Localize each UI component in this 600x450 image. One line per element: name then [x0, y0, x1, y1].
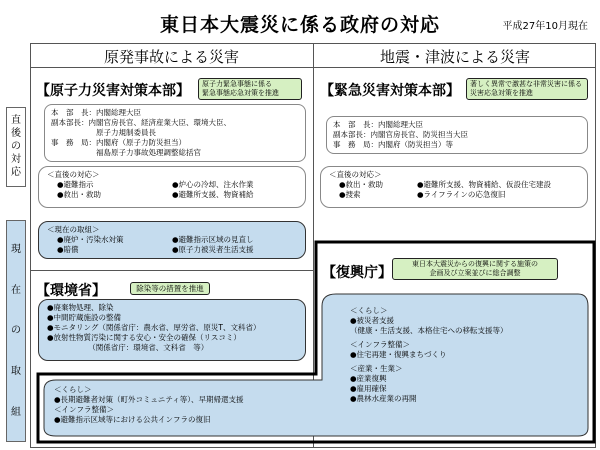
member-line: 原子力規制委員長	[51, 128, 156, 137]
list-item: ●避難指示	[57, 180, 94, 189]
list-item: ●中間貯蔵施設の整備	[47, 313, 122, 322]
side-char: 応	[11, 167, 21, 178]
reconstruction-items	[340, 306, 580, 404]
env-ministry-title: 【環境省】	[36, 283, 106, 299]
side-char: 直	[11, 115, 21, 126]
list-item: ●モニタリング（関係省庁：農水省、厚労省、原災T、文科省）	[47, 323, 261, 332]
member-line: 福島原子力事故処理調整総括官	[51, 148, 201, 157]
list-item: ●救出・救助	[57, 190, 102, 199]
list-item: （関係省庁：環境省、文科省 等）	[47, 343, 209, 352]
list-item: ●雇用確保	[350, 384, 387, 393]
side-char: 後	[11, 128, 21, 139]
section-label: ＜インフラ整備＞	[350, 340, 410, 349]
list-item: ●廃棄物処理、除染	[47, 303, 114, 312]
member-line: 本 部 長：内閣総理大臣	[333, 120, 423, 129]
date-label: 平成27年10月現在	[502, 21, 588, 32]
emergency-hq-title: 【緊急災害対策本部】	[320, 83, 460, 99]
section-label: ＜くらし＞	[350, 306, 388, 315]
list-item: ●原子力被災者生活支援	[172, 245, 254, 254]
member-line: 本 部 長：内閣総理大臣	[51, 108, 141, 117]
member-line: 副本部長：内閣官房長官、防災担当大臣	[333, 130, 468, 139]
member-line: 事 務 局：内閣府（原子力防災担当）	[51, 138, 186, 147]
list-item: ●廃炉・汚染水対策	[57, 235, 124, 244]
note-line: 著しく異常で激甚な非常災害に係る	[470, 80, 582, 88]
list-item: ●避難指示区域等における公共インフラの復旧	[54, 415, 211, 424]
list-item: ●農林水産業の再開	[350, 394, 417, 403]
note-line: 緊急事態応急対策を推進	[202, 89, 279, 97]
side-char: の	[11, 325, 21, 337]
list-item: ●捜索	[339, 190, 361, 199]
note-line: 企画及び立案並びに総合調整	[429, 269, 521, 277]
section-label: ＜産業・生業＞	[350, 364, 403, 373]
side-char: 在	[11, 284, 21, 296]
note-line: 災害応急対策を推進	[470, 89, 533, 97]
list-item: ●避難指示区域の見直し	[172, 235, 254, 244]
list-item: ●救出・救助	[339, 180, 384, 189]
nuclear-reconstruction-items	[54, 385, 314, 425]
nuclear-hq-title: 【原子力災害対策本部】	[36, 83, 190, 99]
side-char: の	[11, 141, 21, 152]
section-label: ＜インフラ整備＞	[54, 405, 114, 414]
page-title: 東日本大震災に係る政府の対応	[159, 14, 440, 36]
list-item: （健康・生活支援、本格住宅への移転支援等）	[350, 326, 508, 335]
env-ministry-note: 除染等の措置を推進	[130, 282, 210, 295]
note-line: 原子力緊急事態に係る	[202, 80, 272, 88]
member-line: 事 務 局：内閣府（防災担当）等	[333, 140, 453, 149]
member-line: 副本部長：内閣官房長官、経済産業大臣、環境大臣、	[51, 118, 231, 127]
side-char: 組	[11, 407, 21, 419]
list-item: ●ライフラインの応急復旧	[417, 190, 506, 199]
note-line: 東日本大震災からの復興に関する施策の	[412, 260, 538, 268]
list-item: ●長期避難者対策（町外コミュニティ等）、早期帰還支援	[54, 395, 244, 404]
list-item: ●炉心の冷却、注水作業	[172, 180, 254, 189]
immediate-title: ＜直後の対応＞	[329, 170, 382, 179]
reconstruction-agency-title: 【復興庁】	[322, 265, 392, 281]
list-item: ●被災者支援	[350, 316, 395, 325]
list-item: ●避難所支援、物資補給	[172, 190, 254, 199]
list-item: ●産業復興	[350, 374, 387, 383]
current-title: ＜現在の取組＞	[47, 225, 100, 234]
list-item: ●賠償	[57, 245, 79, 254]
side-char: 取	[11, 366, 21, 378]
list-item: ●住宅再建・復興まちづくり	[350, 350, 447, 359]
list-item: ●避難所支援、物資補給、仮設住宅建設	[417, 180, 552, 189]
immediate-title: ＜直後の対応＞	[47, 170, 100, 179]
list-item: ●放射性物質汚染に関する安心・安全の確保（リスコミ）	[47, 333, 241, 342]
side-char: 現	[11, 243, 21, 255]
section-label: ＜くらし＞	[54, 385, 92, 394]
column-header-nuclear: 原発事故による災害	[103, 48, 239, 66]
side-char: 対	[11, 154, 21, 165]
column-header-earthquake: 地震・津波による災害	[379, 48, 530, 66]
